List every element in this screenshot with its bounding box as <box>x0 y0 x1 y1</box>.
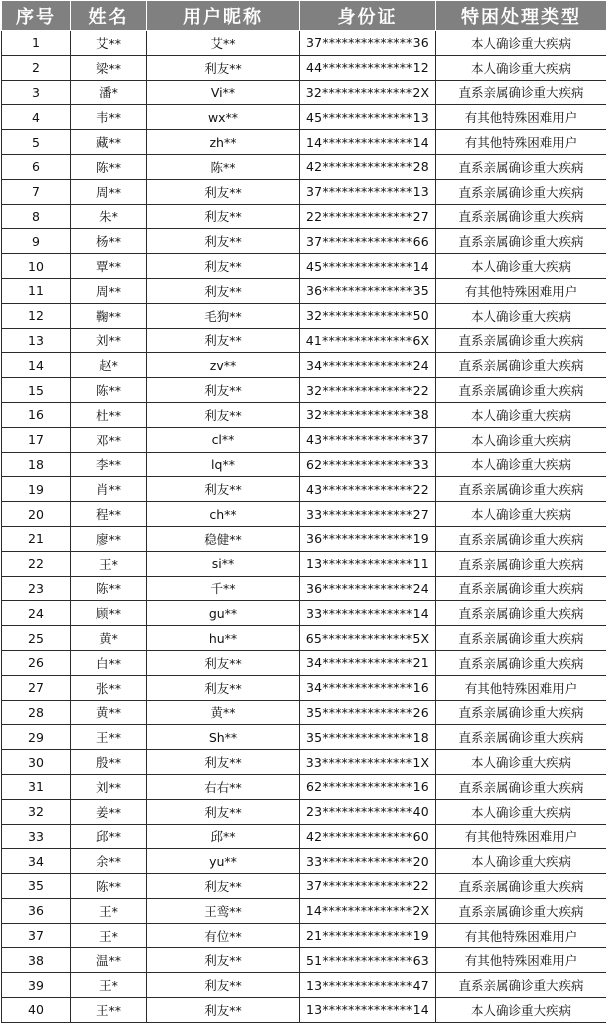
cell-hardship-type: 有其他特殊困难用户 <box>436 824 606 849</box>
cell-hardship-type: 直系亲属确诊重大疾病 <box>436 626 606 651</box>
table-row <box>2 278 606 303</box>
header-name: 姓名 <box>71 1 147 31</box>
cell-id-card: 32**************22 <box>300 378 436 403</box>
cell-serial-number: 31 <box>2 774 71 799</box>
cell-nickname: 利友** <box>147 799 300 824</box>
cell-hardship-type: 直系亲属确诊重大疾病 <box>436 179 606 204</box>
cell-hardship-type: 本人确诊重大疾病 <box>436 402 606 427</box>
cell-serial-number: 5 <box>2 130 71 155</box>
cell-id-card: 37**************13 <box>300 179 436 204</box>
cell-hardship-type: 直系亲属确诊重大疾病 <box>436 774 606 799</box>
cell-name: 梁** <box>71 55 147 80</box>
table-row <box>2 700 606 725</box>
cell-id-card: 33**************27 <box>300 502 436 527</box>
cell-name: 藏** <box>71 130 147 155</box>
table-row <box>2 601 606 626</box>
cell-nickname: 艾** <box>147 31 300 56</box>
cell-hardship-type: 有其他特殊困难用户 <box>436 675 606 700</box>
cell-serial-number: 29 <box>2 725 71 750</box>
cell-hardship-type: 直系亲属确诊重大疾病 <box>436 328 606 353</box>
cell-name: 陈** <box>71 154 147 179</box>
cell-nickname: ch** <box>147 502 300 527</box>
table-row <box>2 378 606 403</box>
cell-name: 王* <box>71 551 147 576</box>
cell-serial-number: 35 <box>2 874 71 899</box>
cell-serial-number: 8 <box>2 204 71 229</box>
cell-hardship-type: 直系亲属确诊重大疾病 <box>436 477 606 502</box>
cell-id-card: 62**************33 <box>300 452 436 477</box>
cell-serial-number: 28 <box>2 700 71 725</box>
cell-nickname: 稳健** <box>147 526 300 551</box>
cell-hardship-type: 本人确诊重大疾病 <box>436 502 606 527</box>
cell-id-card: 35**************18 <box>300 725 436 750</box>
cell-serial-number: 12 <box>2 303 71 328</box>
cell-id-card: 36**************24 <box>300 576 436 601</box>
cell-id-card: 13**************47 <box>300 973 436 998</box>
table-body <box>2 31 606 1023</box>
table-row <box>2 427 606 452</box>
cell-id-card: 37**************22 <box>300 874 436 899</box>
cell-hardship-type: 本人确诊重大疾病 <box>436 55 606 80</box>
table-row <box>2 750 606 775</box>
table-row <box>2 973 606 998</box>
header-id-card: 身份证 <box>300 1 436 31</box>
cell-serial-number: 11 <box>2 278 71 303</box>
cell-name: 白** <box>71 650 147 675</box>
cell-hardship-type: 直系亲属确诊重大疾病 <box>436 874 606 899</box>
cell-id-card: 32**************2X <box>300 80 436 105</box>
cell-id-card: 14**************2X <box>300 898 436 923</box>
cell-name: 张** <box>71 675 147 700</box>
cell-nickname: zv** <box>147 353 300 378</box>
table-row <box>2 675 606 700</box>
cell-hardship-type: 直系亲属确诊重大疾病 <box>436 700 606 725</box>
cell-hardship-type: 直系亲属确诊重大疾病 <box>436 229 606 254</box>
table-row <box>2 402 606 427</box>
table-row <box>2 229 606 254</box>
cell-serial-number: 3 <box>2 80 71 105</box>
cell-id-card: 33**************1X <box>300 750 436 775</box>
table-row <box>2 923 606 948</box>
cell-serial-number: 10 <box>2 254 71 279</box>
cell-id-card: 21**************19 <box>300 923 436 948</box>
cell-hardship-type: 直系亲属确诊重大疾病 <box>436 80 606 105</box>
cell-name: 王** <box>71 998 147 1023</box>
table-row <box>2 576 606 601</box>
cell-name: 周** <box>71 278 147 303</box>
cell-id-card: 51**************63 <box>300 948 436 973</box>
cell-nickname: 利友** <box>147 973 300 998</box>
table-row <box>2 874 606 899</box>
cell-nickname: 利友** <box>147 998 300 1023</box>
cell-serial-number: 34 <box>2 849 71 874</box>
cell-id-card: 45**************13 <box>300 105 436 130</box>
cell-serial-number: 19 <box>2 477 71 502</box>
cell-name: 廖** <box>71 526 147 551</box>
cell-nickname: 利友** <box>147 204 300 229</box>
cell-name: 程** <box>71 502 147 527</box>
hardship-users-table <box>1 0 606 1023</box>
cell-nickname: 有位** <box>147 923 300 948</box>
table-row <box>2 551 606 576</box>
cell-name: 刘** <box>71 328 147 353</box>
cell-nickname: Vi** <box>147 80 300 105</box>
cell-name: 李** <box>71 452 147 477</box>
cell-hardship-type: 直系亲属确诊重大疾病 <box>436 378 606 403</box>
cell-serial-number: 26 <box>2 650 71 675</box>
cell-hardship-type: 直系亲属确诊重大疾病 <box>436 154 606 179</box>
cell-hardship-type: 直系亲属确诊重大疾病 <box>436 601 606 626</box>
cell-serial-number: 22 <box>2 551 71 576</box>
cell-serial-number: 14 <box>2 353 71 378</box>
cell-serial-number: 37 <box>2 923 71 948</box>
cell-id-card: 22**************27 <box>300 204 436 229</box>
cell-nickname: 利友** <box>147 179 300 204</box>
table-row <box>2 452 606 477</box>
table-row <box>2 328 606 353</box>
cell-hardship-type: 本人确诊重大疾病 <box>436 799 606 824</box>
table-row <box>2 55 606 80</box>
table-row <box>2 179 606 204</box>
cell-nickname: 黄** <box>147 700 300 725</box>
header-hardship-type: 特困处理类型 <box>436 1 606 31</box>
cell-serial-number: 4 <box>2 105 71 130</box>
cell-id-card: 33**************14 <box>300 601 436 626</box>
table-row <box>2 353 606 378</box>
cell-nickname: 利友** <box>147 378 300 403</box>
cell-hardship-type: 直系亲属确诊重大疾病 <box>436 526 606 551</box>
cell-hardship-type: 有其他特殊困难用户 <box>436 105 606 130</box>
cell-hardship-type: 本人确诊重大疾病 <box>436 31 606 56</box>
cell-name: 杨** <box>71 229 147 254</box>
cell-name: 黄** <box>71 700 147 725</box>
table-row <box>2 502 606 527</box>
cell-hardship-type: 直系亲属确诊重大疾病 <box>436 973 606 998</box>
cell-serial-number: 24 <box>2 601 71 626</box>
cell-hardship-type: 直系亲属确诊重大疾病 <box>436 650 606 675</box>
cell-name: 温** <box>71 948 147 973</box>
cell-serial-number: 2 <box>2 55 71 80</box>
cell-id-card: 32**************50 <box>300 303 436 328</box>
cell-hardship-type: 本人确诊重大疾病 <box>436 849 606 874</box>
cell-nickname: Sh** <box>147 725 300 750</box>
cell-name: 陈** <box>71 576 147 601</box>
table-row <box>2 477 606 502</box>
table-row <box>2 31 606 56</box>
cell-serial-number: 40 <box>2 998 71 1023</box>
cell-nickname: 利友** <box>147 55 300 80</box>
cell-name: 陈** <box>71 378 147 403</box>
cell-id-card: 32**************38 <box>300 402 436 427</box>
table-row <box>2 898 606 923</box>
table-row <box>2 799 606 824</box>
table-row <box>2 774 606 799</box>
cell-id-card: 37**************36 <box>300 31 436 56</box>
cell-name: 余** <box>71 849 147 874</box>
cell-serial-number: 1 <box>2 31 71 56</box>
cell-nickname: 右右** <box>147 774 300 799</box>
cell-id-card: 14**************14 <box>300 130 436 155</box>
cell-serial-number: 30 <box>2 750 71 775</box>
cell-serial-number: 25 <box>2 626 71 651</box>
cell-name: 王** <box>71 725 147 750</box>
cell-name: 刘** <box>71 774 147 799</box>
cell-serial-number: 7 <box>2 179 71 204</box>
cell-hardship-type: 本人确诊重大疾病 <box>436 452 606 477</box>
table-row <box>2 204 606 229</box>
cell-serial-number: 33 <box>2 824 71 849</box>
cell-name: 邓** <box>71 427 147 452</box>
cell-nickname: 利友** <box>147 874 300 899</box>
cell-hardship-type: 直系亲属确诊重大疾病 <box>436 551 606 576</box>
cell-id-card: 43**************37 <box>300 427 436 452</box>
cell-nickname: 利友** <box>147 254 300 279</box>
cell-serial-number: 38 <box>2 948 71 973</box>
cell-nickname: 毛狗** <box>147 303 300 328</box>
cell-id-card: 42**************28 <box>300 154 436 179</box>
cell-name: 周** <box>71 179 147 204</box>
table-row <box>2 526 606 551</box>
cell-name: 顾** <box>71 601 147 626</box>
cell-nickname: hu** <box>147 626 300 651</box>
table-row <box>2 80 606 105</box>
cell-name: 鞠** <box>71 303 147 328</box>
table-row <box>2 948 606 973</box>
cell-name: 艾** <box>71 31 147 56</box>
cell-id-card: 34**************21 <box>300 650 436 675</box>
header-nickname: 用户昵称 <box>147 1 300 31</box>
cell-nickname: gu** <box>147 601 300 626</box>
cell-serial-number: 6 <box>2 154 71 179</box>
cell-nickname: cl** <box>147 427 300 452</box>
header-row <box>2 1 606 31</box>
cell-serial-number: 39 <box>2 973 71 998</box>
cell-hardship-type: 本人确诊重大疾病 <box>436 427 606 452</box>
table-row <box>2 626 606 651</box>
cell-serial-number: 17 <box>2 427 71 452</box>
cell-hardship-type: 本人确诊重大疾病 <box>436 303 606 328</box>
cell-name: 黄* <box>71 626 147 651</box>
cell-nickname: zh** <box>147 130 300 155</box>
cell-serial-number: 36 <box>2 898 71 923</box>
cell-nickname: wx** <box>147 105 300 130</box>
table-row <box>2 998 606 1023</box>
cell-name: 殷** <box>71 750 147 775</box>
cell-id-card: 34**************24 <box>300 353 436 378</box>
cell-hardship-type: 本人确诊重大疾病 <box>436 254 606 279</box>
cell-hardship-type: 直系亲属确诊重大疾病 <box>436 725 606 750</box>
cell-name: 覃** <box>71 254 147 279</box>
cell-nickname: 利友** <box>147 750 300 775</box>
cell-hardship-type: 有其他特殊困难用户 <box>436 948 606 973</box>
table-row <box>2 130 606 155</box>
cell-serial-number: 16 <box>2 402 71 427</box>
cell-nickname: 千** <box>147 576 300 601</box>
cell-hardship-type: 直系亲属确诊重大疾病 <box>436 576 606 601</box>
cell-id-card: 13**************14 <box>300 998 436 1023</box>
cell-hardship-type: 本人确诊重大疾病 <box>436 998 606 1023</box>
cell-name: 陈** <box>71 874 147 899</box>
cell-name: 姜** <box>71 799 147 824</box>
cell-name: 邱** <box>71 824 147 849</box>
cell-serial-number: 15 <box>2 378 71 403</box>
table-row <box>2 154 606 179</box>
cell-nickname: 利友** <box>147 328 300 353</box>
cell-name: 肖** <box>71 477 147 502</box>
cell-hardship-type: 直系亲属确诊重大疾病 <box>436 353 606 378</box>
table-row <box>2 650 606 675</box>
cell-id-card: 13**************11 <box>300 551 436 576</box>
cell-name: 潘* <box>71 80 147 105</box>
cell-name: 赵* <box>71 353 147 378</box>
cell-nickname: 利友** <box>147 948 300 973</box>
table-row <box>2 303 606 328</box>
cell-nickname: 利友** <box>147 650 300 675</box>
cell-nickname: 利友** <box>147 675 300 700</box>
cell-serial-number: 21 <box>2 526 71 551</box>
table-row <box>2 725 606 750</box>
cell-nickname: 利友** <box>147 278 300 303</box>
cell-nickname: 王鸾** <box>147 898 300 923</box>
cell-hardship-type: 有其他特殊困难用户 <box>436 130 606 155</box>
cell-serial-number: 32 <box>2 799 71 824</box>
cell-nickname: yu** <box>147 849 300 874</box>
cell-name: 王* <box>71 898 147 923</box>
cell-nickname: 利友** <box>147 229 300 254</box>
cell-serial-number: 13 <box>2 328 71 353</box>
cell-serial-number: 27 <box>2 675 71 700</box>
cell-id-card: 23**************40 <box>300 799 436 824</box>
cell-hardship-type: 直系亲属确诊重大疾病 <box>436 898 606 923</box>
cell-id-card: 45**************14 <box>300 254 436 279</box>
cell-hardship-type: 有其他特殊困难用户 <box>436 923 606 948</box>
cell-nickname: si** <box>147 551 300 576</box>
table-row <box>2 849 606 874</box>
cell-id-card: 33**************20 <box>300 849 436 874</box>
cell-nickname: lq** <box>147 452 300 477</box>
cell-id-card: 37**************66 <box>300 229 436 254</box>
cell-id-card: 43**************22 <box>300 477 436 502</box>
table-row <box>2 824 606 849</box>
cell-id-card: 62**************16 <box>300 774 436 799</box>
cell-nickname: 利友** <box>147 402 300 427</box>
cell-name: 王* <box>71 923 147 948</box>
cell-nickname: 邱** <box>147 824 300 849</box>
cell-serial-number: 23 <box>2 576 71 601</box>
cell-id-card: 36**************35 <box>300 278 436 303</box>
table-row <box>2 254 606 279</box>
cell-id-card: 42**************60 <box>300 824 436 849</box>
cell-hardship-type: 有其他特殊困难用户 <box>436 278 606 303</box>
cell-name: 杜** <box>71 402 147 427</box>
cell-hardship-type: 直系亲属确诊重大疾病 <box>436 204 606 229</box>
cell-nickname: 利友** <box>147 477 300 502</box>
cell-id-card: 41**************6X <box>300 328 436 353</box>
cell-serial-number: 20 <box>2 502 71 527</box>
cell-name: 朱* <box>71 204 147 229</box>
cell-serial-number: 9 <box>2 229 71 254</box>
cell-id-card: 65**************5X <box>300 626 436 651</box>
cell-hardship-type: 本人确诊重大疾病 <box>436 750 606 775</box>
cell-name: 王* <box>71 973 147 998</box>
cell-id-card: 35**************26 <box>300 700 436 725</box>
table-row <box>2 105 606 130</box>
cell-name: 韦** <box>71 105 147 130</box>
header-serial-number: 序号 <box>2 1 71 31</box>
cell-id-card: 36**************19 <box>300 526 436 551</box>
cell-id-card: 44**************12 <box>300 55 436 80</box>
cell-id-card: 34**************16 <box>300 675 436 700</box>
cell-nickname: 陈** <box>147 154 300 179</box>
cell-serial-number: 18 <box>2 452 71 477</box>
